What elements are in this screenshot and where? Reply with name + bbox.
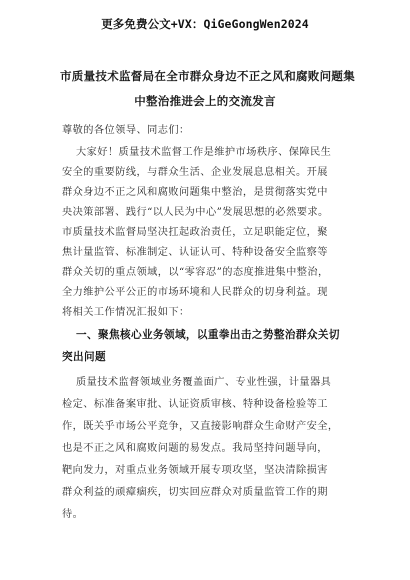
paragraph-2-line: 待。 xyxy=(62,509,84,520)
paragraph-2-line: 群众利益的顽瘴痼疾，切实回应群众对质量监管工作的期 xyxy=(62,487,328,498)
paragraph-1-line: 央决策部署、践行“以人民为中心”发展思想的必然要求。 xyxy=(62,207,329,218)
paragraph-2-line: 也是不正之风和腐败问题的易发点。我局坚持问题导向， xyxy=(62,443,328,454)
document-title-line-2: 中整治推进会上的交流发言 xyxy=(134,94,276,108)
watermark-header: 更多免费公文+VX：QiGeGongWen2024 xyxy=(101,17,309,31)
paragraph-1-line: 群众身边不正之风和腐败问题集中整治，是贯彻落实党中 xyxy=(62,187,328,198)
paragraph-1-line: 大家好！质量技术监督工作是维护市场秩序、保障民生 xyxy=(76,147,332,158)
paragraph-1-line: 全力维护公平公正的市场环境和人民群众的切身利益。现 xyxy=(62,287,328,298)
paragraph-1-line: 群众关切的重点领域，以“零容忍”的态度推进集中整治， xyxy=(62,267,329,278)
paragraph-1-line: 市质量技术监督局坚决扛起政治责任，立足职能定位，聚 xyxy=(62,227,328,238)
document-title-line-1: 市质量技术监督局在全市群众身边不正之风和腐败问题集 xyxy=(60,69,355,83)
salutation: 尊敬的各位领导、同志们： xyxy=(62,125,190,136)
section-heading-1-line-2: 突出问题 xyxy=(62,351,106,363)
paragraph-2-line: 靶向发力，对重点业务领域开展专项攻坚，坚决清除损害 xyxy=(62,465,328,476)
paragraph-1-line: 将相关工作情况汇报如下： xyxy=(62,307,190,318)
section-heading-1-line-1: 一、聚焦核心业务领域，以重拳出击之势整治群众关切 xyxy=(76,329,340,341)
paragraph-1-line: 焦计量监管、标准制定、认证认可、特种设备安全监察等 xyxy=(62,247,328,258)
paragraph-2-line: 检定、标准备案审批、认证资质审核、特种设备检验等工 xyxy=(62,399,328,410)
paragraph-2-line: 作，既关乎市场公平竞争，又直接影响群众生命财产安全， xyxy=(62,421,339,432)
paragraph-2-line: 质量技术监督领域业务覆盖面广、专业性强，计量器具 xyxy=(76,377,332,388)
paragraph-1-line: 安全的重要防线，与群众生活、企业发展息息相关。开展 xyxy=(62,167,328,178)
